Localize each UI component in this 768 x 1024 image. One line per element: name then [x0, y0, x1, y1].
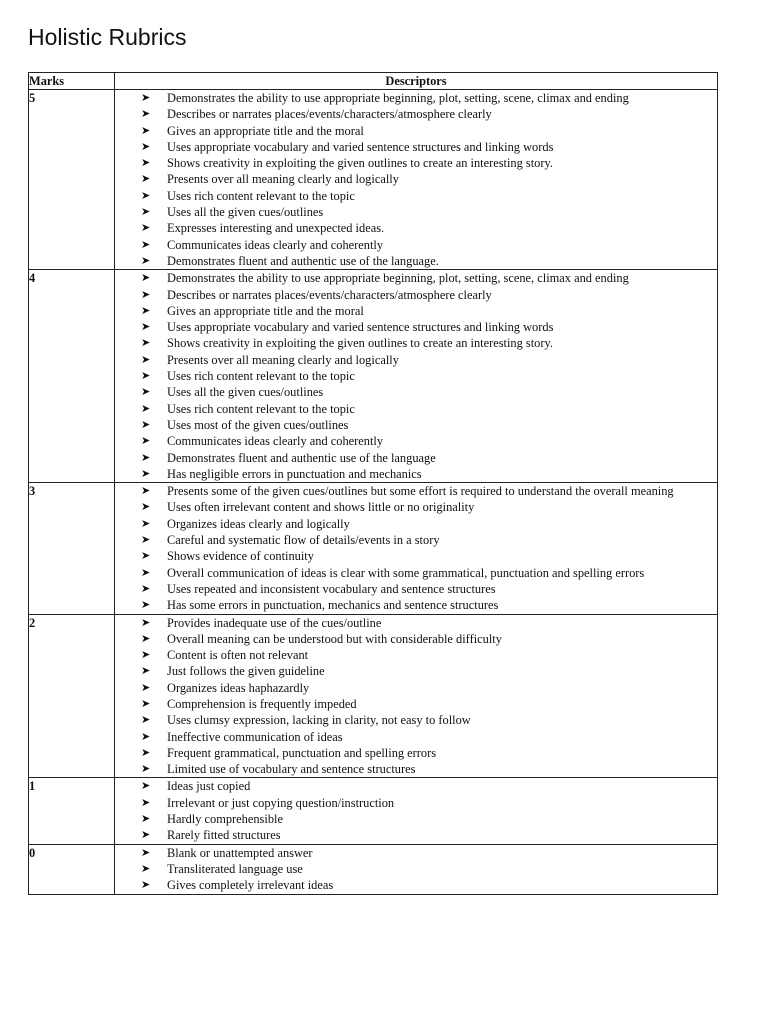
arrowhead-bullet-icon: ➤ — [141, 188, 151, 202]
list-item — [141, 532, 717, 548]
list-item — [141, 647, 717, 663]
list-item — [141, 680, 717, 696]
descriptor-text: Describes or narrates places/events/characters/atmosphere clearly — [167, 287, 492, 302]
arrowhead-bullet-icon: ➤ — [141, 450, 151, 464]
list-item — [141, 319, 717, 335]
rubric-body — [29, 90, 718, 895]
list-item — [141, 139, 717, 155]
descriptor-text: Content is often not relevant — [167, 648, 309, 663]
descriptor-text: Frequent grammatical, punctuation and spelling errors — [167, 745, 437, 760]
descriptor-text: Overall communication of ideas is clear with some grammatical, punctuation and spelling errors — [167, 565, 645, 580]
list-item — [141, 795, 717, 811]
arrowhead-bullet-icon: ➤ — [141, 336, 151, 350]
list-item — [141, 188, 717, 204]
descriptor-text: Uses rich content relevant to the topic — [167, 401, 355, 416]
list-item — [141, 270, 717, 286]
arrowhead-bullet-icon: ➤ — [141, 713, 151, 727]
arrowhead-bullet-icon: ➤ — [141, 91, 151, 104]
descriptor-cell — [115, 614, 718, 778]
arrowhead-bullet-icon: ➤ — [141, 123, 151, 137]
descriptor-text: Just follows the given guideline — [167, 664, 325, 679]
list-item — [141, 155, 717, 171]
descriptor-list — [115, 778, 717, 843]
arrowhead-bullet-icon: ➤ — [141, 828, 151, 842]
list-item — [141, 861, 717, 877]
descriptor-text: Uses appropriate vocabulary and varied sentence structures and linking words — [167, 139, 554, 154]
arrowhead-bullet-icon: ➤ — [141, 680, 151, 694]
arrowhead-bullet-icon: ➤ — [141, 696, 151, 710]
descriptor-text: Demonstrates the ability to use appropriate beginning, plot, setting, scene, climax and ending — [167, 91, 629, 105]
mark-value: 4 — [29, 270, 115, 483]
marks-column-header: Marks — [29, 73, 115, 90]
arrowhead-bullet-icon: ➤ — [141, 221, 151, 235]
list-item — [141, 287, 717, 303]
descriptor-text: Overall meaning can be understood but with considerable difficulty — [167, 631, 502, 646]
arrowhead-bullet-icon: ➤ — [141, 845, 151, 859]
arrowhead-bullet-icon: ➤ — [141, 598, 151, 612]
list-item — [141, 483, 717, 499]
list-item — [141, 368, 717, 384]
list-item — [141, 761, 717, 777]
table-row — [29, 483, 718, 614]
arrowhead-bullet-icon: ➤ — [141, 352, 151, 366]
list-item — [141, 433, 717, 449]
list-item — [141, 615, 717, 631]
list-item — [141, 417, 717, 433]
list-item — [141, 745, 717, 761]
list-item — [141, 171, 717, 187]
descriptor-text: Rarely fitted structures — [167, 828, 281, 843]
descriptor-text: Shows creativity in exploiting the given outlines to create an interesting story. — [167, 336, 553, 351]
descriptor-list — [115, 90, 717, 269]
arrowhead-bullet-icon: ➤ — [141, 615, 151, 629]
descriptor-text: Hardly comprehensible — [167, 812, 283, 827]
descriptor-list — [115, 845, 717, 894]
descriptor-text: Ideas just copied — [167, 779, 251, 794]
list-item — [141, 303, 717, 319]
arrowhead-bullet-icon: ➤ — [141, 271, 151, 285]
descriptor-text: Blank or unattempted answer — [167, 845, 313, 860]
arrowhead-bullet-icon: ➤ — [141, 549, 151, 563]
descriptor-text: Ineffective communication of ideas — [167, 729, 343, 744]
list-item — [141, 811, 717, 827]
descriptor-text: Demonstrates fluent and authentic use of the language — [167, 450, 436, 465]
descriptor-text: Demonstrates fluent and authentic use of the language. — [167, 253, 439, 268]
descriptor-text: Gives an appropriate title and the moral — [167, 123, 364, 138]
list-item — [141, 712, 717, 728]
arrowhead-bullet-icon: ➤ — [141, 156, 151, 170]
table-row — [29, 270, 718, 483]
arrowhead-bullet-icon: ➤ — [141, 287, 151, 301]
mark-value: 3 — [29, 483, 115, 614]
arrowhead-bullet-icon: ➤ — [141, 648, 151, 662]
arrowhead-bullet-icon: ➤ — [141, 631, 151, 645]
descriptor-text: Uses most of the given cues/outlines — [167, 417, 349, 432]
descriptor-text: Limited use of vocabulary and sentence structures — [167, 762, 416, 777]
list-item — [141, 845, 717, 861]
descriptor-text: Shows creativity in exploiting the given outlines to create an interesting story. — [167, 156, 553, 171]
list-item — [141, 335, 717, 351]
descriptor-text: Gives completely irrelevant ideas — [167, 878, 334, 893]
mark-value: 2 — [29, 614, 115, 778]
descriptor-text: Uses appropriate vocabulary and varied sentence structures and linking words — [167, 320, 554, 335]
descriptor-text: Presents over all meaning clearly and logically — [167, 352, 399, 367]
list-item — [141, 204, 717, 220]
arrowhead-bullet-icon: ➤ — [141, 417, 151, 431]
list-item — [141, 220, 717, 236]
arrowhead-bullet-icon: ➤ — [141, 320, 151, 334]
list-item — [141, 90, 717, 106]
descriptor-text: Organizes ideas haphazardly — [167, 680, 310, 695]
list-item — [141, 253, 717, 269]
table-row — [29, 844, 718, 894]
arrowhead-bullet-icon: ➤ — [141, 172, 151, 186]
descriptor-text: Uses often irrelevant content and shows little or no originality — [167, 500, 475, 515]
arrowhead-bullet-icon: ➤ — [141, 762, 151, 776]
arrowhead-bullet-icon: ➤ — [141, 745, 151, 759]
list-item — [141, 696, 717, 712]
mark-value: 5 — [29, 90, 115, 270]
descriptor-text: Careful and systematic flow of details/events in a story — [167, 533, 440, 548]
table-row — [29, 614, 718, 778]
rubric-table — [28, 72, 718, 895]
descriptor-text: Organizes ideas clearly and logically — [167, 516, 350, 531]
arrowhead-bullet-icon: ➤ — [141, 205, 151, 219]
arrowhead-bullet-icon: ➤ — [141, 861, 151, 875]
descriptor-text: Uses rich content relevant to the topic — [167, 369, 355, 384]
list-item — [141, 877, 717, 893]
descriptor-text: Uses rich content relevant to the topic — [167, 188, 355, 203]
list-item — [141, 581, 717, 597]
arrowhead-bullet-icon: ➤ — [141, 533, 151, 547]
arrowhead-bullet-icon: ➤ — [141, 581, 151, 595]
descriptor-text: Uses clumsy expression, lacking in clarity, not easy to follow — [167, 713, 471, 728]
descriptor-cell — [115, 483, 718, 614]
list-item — [141, 466, 717, 482]
descriptor-text: Gives an appropriate title and the moral — [167, 303, 364, 318]
descriptor-text: Shows evidence of continuity — [167, 549, 314, 564]
list-item — [141, 516, 717, 532]
arrowhead-bullet-icon: ➤ — [141, 107, 151, 121]
descriptor-cell — [115, 778, 718, 844]
list-item — [141, 548, 717, 564]
list-item — [141, 631, 717, 647]
arrowhead-bullet-icon: ➤ — [141, 369, 151, 383]
descriptor-text: Transliterated language use — [167, 861, 303, 876]
mark-value: 0 — [29, 844, 115, 894]
list-item — [141, 237, 717, 253]
arrowhead-bullet-icon: ➤ — [141, 878, 151, 892]
arrowhead-bullet-icon: ➤ — [141, 812, 151, 826]
arrowhead-bullet-icon: ➤ — [141, 729, 151, 743]
descriptor-text: Communicates ideas clearly and coherently — [167, 434, 384, 449]
descriptor-text: Provides inadequate use of the cues/outline — [167, 615, 382, 630]
descriptor-text: Uses all the given cues/outlines — [167, 205, 324, 220]
header-row — [29, 73, 718, 90]
arrowhead-bullet-icon: ➤ — [141, 466, 151, 480]
list-item — [141, 729, 717, 745]
descriptor-text: Uses all the given cues/outlines — [167, 385, 324, 400]
descriptor-cell — [115, 270, 718, 483]
arrowhead-bullet-icon: ➤ — [141, 237, 151, 251]
arrowhead-bullet-icon: ➤ — [141, 779, 151, 793]
arrowhead-bullet-icon: ➤ — [141, 401, 151, 415]
arrowhead-bullet-icon: ➤ — [141, 139, 151, 153]
list-item — [141, 778, 717, 794]
list-item — [141, 123, 717, 139]
list-item — [141, 827, 717, 843]
arrowhead-bullet-icon: ➤ — [141, 500, 151, 514]
descriptor-text: Has some errors in punctuation, mechanics and sentence structures — [167, 598, 499, 613]
descriptor-text: Presents some of the given cues/outlines but some effort is required to understand the overall meaning — [167, 484, 674, 499]
list-item — [141, 401, 717, 417]
descriptor-text: Demonstrates the ability to use appropriate beginning, plot, setting, scene, climax and ending — [167, 271, 629, 286]
descriptor-list — [115, 615, 717, 778]
arrowhead-bullet-icon: ➤ — [141, 795, 151, 809]
arrowhead-bullet-icon: ➤ — [141, 484, 151, 498]
descriptor-text: Comprehension is frequently impeded — [167, 696, 357, 711]
descriptor-text: Presents over all meaning clearly and logically — [167, 172, 399, 187]
list-item — [141, 499, 717, 515]
descriptor-cell — [115, 844, 718, 894]
list-item — [141, 352, 717, 368]
descriptor-list — [115, 483, 717, 613]
arrowhead-bullet-icon: ➤ — [141, 516, 151, 530]
list-item — [141, 597, 717, 613]
mark-value: 1 — [29, 778, 115, 844]
descriptor-text: Describes or narrates places/events/characters/atmosphere clearly — [167, 107, 492, 122]
descriptor-cell — [115, 90, 718, 270]
arrowhead-bullet-icon: ➤ — [141, 664, 151, 678]
page-title: Holistic Rubrics — [28, 24, 187, 50]
descriptor-text: Expresses interesting and unexpected ideas. — [167, 221, 385, 236]
arrowhead-bullet-icon: ➤ — [141, 565, 151, 579]
table-row — [29, 778, 718, 844]
arrowhead-bullet-icon: ➤ — [141, 303, 151, 317]
descriptor-list — [115, 270, 717, 482]
arrowhead-bullet-icon: ➤ — [141, 434, 151, 448]
list-item — [141, 565, 717, 581]
list-item — [141, 384, 717, 400]
arrowhead-bullet-icon: ➤ — [141, 385, 151, 399]
arrowhead-bullet-icon: ➤ — [141, 253, 151, 267]
descriptor-text: Irrelevant or just copying question/instruction — [167, 795, 395, 810]
list-item — [141, 450, 717, 466]
table-row — [29, 90, 718, 270]
list-item — [141, 663, 717, 679]
descriptors-column-header: Descriptors — [115, 73, 718, 90]
list-item — [141, 106, 717, 122]
descriptor-text: Has negligible errors in punctuation and mechanics — [167, 466, 422, 481]
descriptor-text: Communicates ideas clearly and coherently — [167, 237, 384, 252]
descriptor-text: Uses repeated and inconsistent vocabulary and sentence structures — [167, 581, 496, 596]
